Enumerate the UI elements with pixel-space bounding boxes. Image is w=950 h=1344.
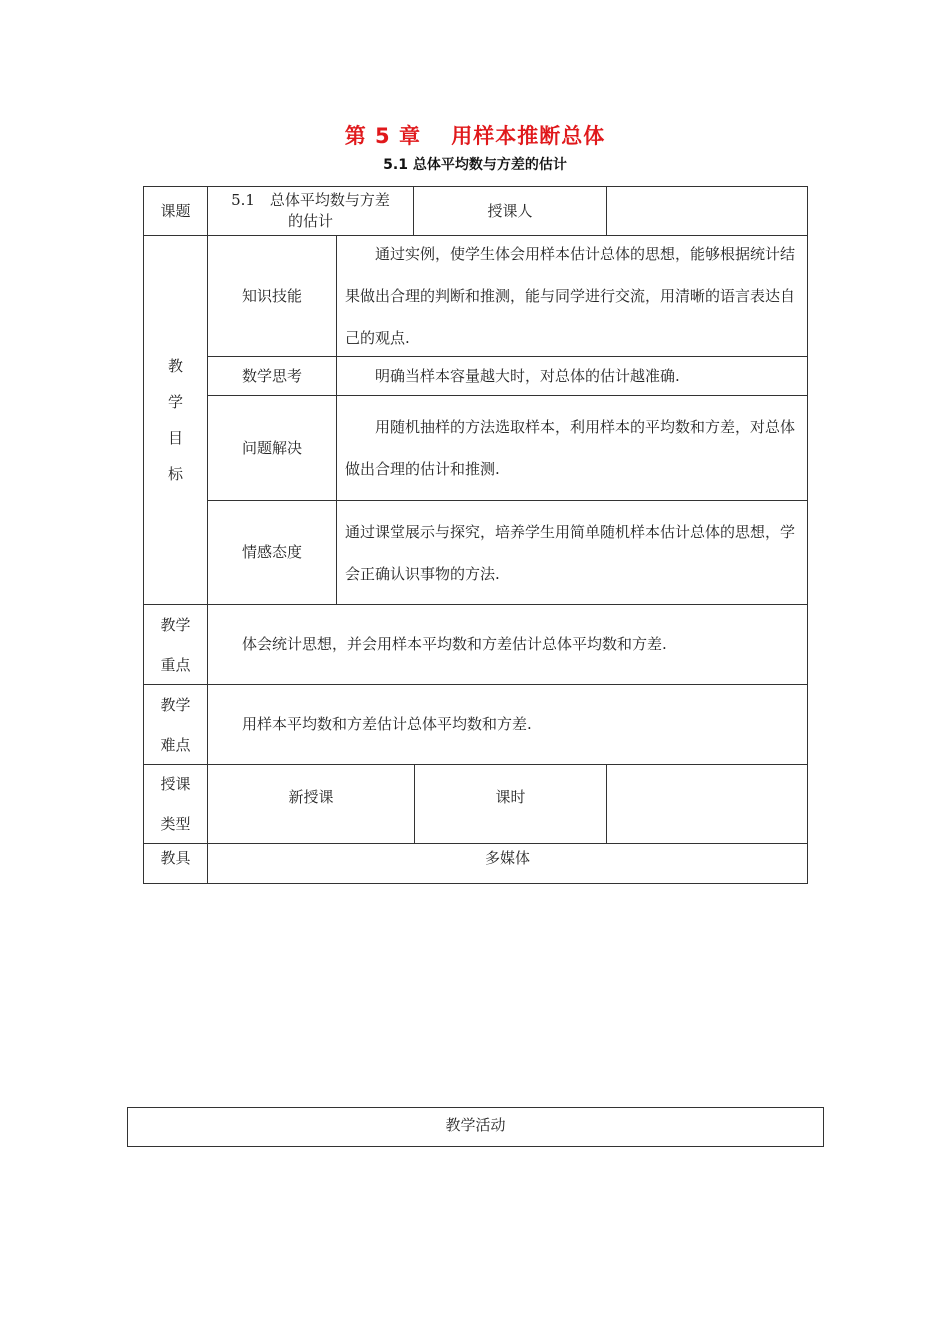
goal-label-knowledge: 知识技能 xyxy=(207,235,337,357)
difficult-point-text: 用样本平均数和方差估计总体平均数和方差. xyxy=(207,684,808,765)
topic-value xyxy=(207,186,414,236)
goals-label-char: 学 xyxy=(167,393,183,411)
difficult-point-label xyxy=(143,684,208,765)
goals-label xyxy=(143,235,208,605)
key-point-label-line: 重点 xyxy=(160,655,191,674)
goal-label-thinking: 数学思考 xyxy=(207,356,337,396)
key-point-label xyxy=(143,604,208,685)
lesson-type-label xyxy=(143,764,208,844)
goals-label-char: 教 xyxy=(167,357,183,375)
lesson-type-value: 新授课 xyxy=(207,764,415,844)
key-point-label-line: 教学 xyxy=(160,615,191,634)
lesson-type-label-line: 类型 xyxy=(160,815,191,833)
goal-text: 通过实例，使学生体会用样本估计总体的思想，能够根据统计结果做出合理的判断和推测，能与同学进行交流，用清晰的语言表达自己的观点. xyxy=(345,245,796,347)
lesson-type-label-line: 授课 xyxy=(160,775,191,793)
section-subtitle: 5.1 总体平均数与方差的估计 xyxy=(383,157,567,173)
difficult-point-label-line: 难点 xyxy=(160,735,191,754)
tools-label: 教具 xyxy=(143,843,208,884)
goal-text: 通过课堂展示与探究，培养学生用简单随机样本估计总体的思想，学会正确认识事物的方法. xyxy=(345,522,796,583)
lesson-plan-table xyxy=(143,186,808,884)
goal-text-attitude xyxy=(336,500,808,605)
goal-text-knowledge xyxy=(336,235,808,357)
goals-label-char: 目 xyxy=(167,429,183,447)
teacher-value xyxy=(606,186,808,236)
period-label: 课时 xyxy=(414,764,607,844)
goal-label-attitude: 情感态度 xyxy=(207,500,337,605)
topic-label: 课题 xyxy=(143,186,208,236)
teacher-label: 授课人 xyxy=(413,186,607,236)
tools-value: 多媒体 xyxy=(207,843,808,884)
chapter-title: 第 5 章 用样本推断总体 xyxy=(344,124,606,148)
teaching-activity-header: 教学活动 xyxy=(127,1107,824,1147)
goal-text-problem xyxy=(336,395,808,501)
goal-text-thinking xyxy=(336,356,808,396)
topic-value-line1: 5.1 总体平均数与方差 xyxy=(231,191,390,209)
difficult-point-label-line: 教学 xyxy=(160,695,191,714)
goals-label-char: 标 xyxy=(167,465,183,483)
key-point-text: 体会统计思想，并会用样本平均数和方差估计总体平均数和方差. xyxy=(207,604,808,685)
topic-value-line2: 的估计 xyxy=(287,212,333,230)
goal-text: 明确当样本容量越大时，对总体的估计越准确. xyxy=(375,366,680,385)
goal-text: 用随机抽样的方法选取样本，利用样本的平均数和方差，对总体做出合理的估计和推测. xyxy=(345,418,796,478)
period-value xyxy=(606,764,808,844)
goal-label-problem: 问题解决 xyxy=(207,395,337,501)
